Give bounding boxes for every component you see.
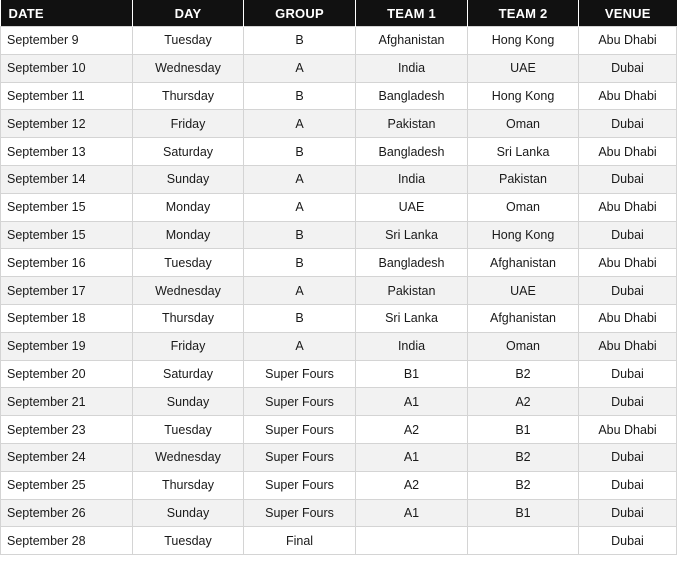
table-row xyxy=(1,443,677,471)
day-cell: Thursday xyxy=(133,471,244,499)
venue-cell: Abu Dhabi xyxy=(579,82,677,110)
group-cell: Super Fours xyxy=(244,443,356,471)
table-row xyxy=(1,27,677,55)
table-row xyxy=(1,82,677,110)
day-cell: Sunday xyxy=(133,388,244,416)
day-cell: Tuesday xyxy=(133,416,244,444)
venue-cell: Abu Dhabi xyxy=(579,416,677,444)
team-2-cell: B2 xyxy=(468,360,579,388)
day-cell: Friday xyxy=(133,110,244,138)
venue-cell: Dubai xyxy=(579,499,677,527)
header-team-1: TEAM 1 xyxy=(356,0,468,27)
team-2-cell: B2 xyxy=(468,471,579,499)
table-header xyxy=(1,0,677,27)
group-cell: A xyxy=(244,277,356,305)
table-row xyxy=(1,360,677,388)
venue-cell: Dubai xyxy=(579,443,677,471)
team-2-cell: Oman xyxy=(468,332,579,360)
group-cell: Super Fours xyxy=(244,416,356,444)
table-row xyxy=(1,332,677,360)
date-cell: September 21 xyxy=(1,388,133,416)
day-cell: Sunday xyxy=(133,499,244,527)
venue-cell: Dubai xyxy=(579,221,677,249)
day-cell: Thursday xyxy=(133,304,244,332)
group-cell: B xyxy=(244,249,356,277)
team-2-cell: B1 xyxy=(468,416,579,444)
date-cell: September 23 xyxy=(1,416,133,444)
team-1-cell: Pakistan xyxy=(356,277,468,305)
team-2-cell: B1 xyxy=(468,499,579,527)
group-cell: A xyxy=(244,110,356,138)
venue-cell: Dubai xyxy=(579,277,677,305)
team-1-cell: India xyxy=(356,54,468,82)
team-1-cell: Afghanistan xyxy=(356,27,468,55)
team-2-cell: Hong Kong xyxy=(468,221,579,249)
team-1-cell: Sri Lanka xyxy=(356,221,468,249)
date-cell: September 15 xyxy=(1,193,133,221)
venue-cell: Abu Dhabi xyxy=(579,332,677,360)
team-2-cell: Hong Kong xyxy=(468,27,579,55)
table-row xyxy=(1,193,677,221)
team-1-cell: A1 xyxy=(356,388,468,416)
day-cell: Saturday xyxy=(133,360,244,388)
team-1-cell: A1 xyxy=(356,499,468,527)
venue-cell: Abu Dhabi xyxy=(579,193,677,221)
team-2-cell: Oman xyxy=(468,110,579,138)
day-cell: Tuesday xyxy=(133,527,244,555)
date-cell: September 18 xyxy=(1,304,133,332)
team-1-cell: A1 xyxy=(356,443,468,471)
table-row xyxy=(1,527,677,555)
venue-cell: Dubai xyxy=(579,165,677,193)
table-row xyxy=(1,499,677,527)
team-1-cell: UAE xyxy=(356,193,468,221)
venue-cell: Abu Dhabi xyxy=(579,249,677,277)
venue-cell: Dubai xyxy=(579,388,677,416)
day-cell: Tuesday xyxy=(133,27,244,55)
group-cell: Super Fours xyxy=(244,388,356,416)
date-cell: September 24 xyxy=(1,443,133,471)
header-date: DATE xyxy=(1,0,133,27)
date-cell: September 28 xyxy=(1,527,133,555)
day-cell: Wednesday xyxy=(133,443,244,471)
team-2-cell: B2 xyxy=(468,443,579,471)
day-cell: Monday xyxy=(133,221,244,249)
group-cell: B xyxy=(244,304,356,332)
group-cell: A xyxy=(244,54,356,82)
team-1-cell: B1 xyxy=(356,360,468,388)
date-cell: September 14 xyxy=(1,165,133,193)
day-cell: Tuesday xyxy=(133,249,244,277)
day-cell: Sunday xyxy=(133,165,244,193)
table-row xyxy=(1,110,677,138)
group-cell: Final xyxy=(244,527,356,555)
team-1-cell: Bangladesh xyxy=(356,82,468,110)
group-cell: B xyxy=(244,82,356,110)
venue-cell: Dubai xyxy=(579,54,677,82)
team-2-cell: A2 xyxy=(468,388,579,416)
table-row xyxy=(1,277,677,305)
date-cell: September 9 xyxy=(1,27,133,55)
date-cell: September 16 xyxy=(1,249,133,277)
table-row xyxy=(1,54,677,82)
day-cell: Wednesday xyxy=(133,54,244,82)
day-cell: Thursday xyxy=(133,82,244,110)
team-1-cell: Bangladesh xyxy=(356,249,468,277)
day-cell: Saturday xyxy=(133,138,244,166)
group-cell: B xyxy=(244,27,356,55)
day-cell: Wednesday xyxy=(133,277,244,305)
date-cell: September 11 xyxy=(1,82,133,110)
header-row xyxy=(1,0,677,27)
date-cell: September 12 xyxy=(1,110,133,138)
group-cell: B xyxy=(244,138,356,166)
date-cell: September 26 xyxy=(1,499,133,527)
team-1-cell xyxy=(356,527,468,555)
team-2-cell: Afghanistan xyxy=(468,249,579,277)
team-2-cell: Afghanistan xyxy=(468,304,579,332)
date-cell: September 25 xyxy=(1,471,133,499)
team-2-cell: Oman xyxy=(468,193,579,221)
team-2-cell: Sri Lanka xyxy=(468,138,579,166)
table-row xyxy=(1,304,677,332)
date-cell: September 20 xyxy=(1,360,133,388)
table-row xyxy=(1,416,677,444)
date-cell: September 13 xyxy=(1,138,133,166)
team-2-cell: Pakistan xyxy=(468,165,579,193)
team-1-cell: Bangladesh xyxy=(356,138,468,166)
group-cell: A xyxy=(244,165,356,193)
date-cell: September 19 xyxy=(1,332,133,360)
group-cell: Super Fours xyxy=(244,471,356,499)
table-row xyxy=(1,249,677,277)
team-1-cell: India xyxy=(356,332,468,360)
table-row xyxy=(1,165,677,193)
venue-cell: Dubai xyxy=(579,360,677,388)
date-cell: September 15 xyxy=(1,221,133,249)
team-1-cell: Pakistan xyxy=(356,110,468,138)
venue-cell: Abu Dhabi xyxy=(579,138,677,166)
table-row xyxy=(1,221,677,249)
venue-cell: Abu Dhabi xyxy=(579,304,677,332)
group-cell: A xyxy=(244,193,356,221)
venue-cell: Dubai xyxy=(579,527,677,555)
group-cell: B xyxy=(244,221,356,249)
day-cell: Monday xyxy=(133,193,244,221)
team-1-cell: Sri Lanka xyxy=(356,304,468,332)
date-cell: September 10 xyxy=(1,54,133,82)
venue-cell: Abu Dhabi xyxy=(579,27,677,55)
header-team-2: TEAM 2 xyxy=(468,0,579,27)
group-cell: A xyxy=(244,332,356,360)
team-1-cell: A2 xyxy=(356,471,468,499)
day-cell: Friday xyxy=(133,332,244,360)
venue-cell: Dubai xyxy=(579,110,677,138)
team-2-cell: UAE xyxy=(468,54,579,82)
header-venue: VENUE xyxy=(579,0,677,27)
date-cell: September 17 xyxy=(1,277,133,305)
header-day: DAY xyxy=(133,0,244,27)
team-1-cell: India xyxy=(356,165,468,193)
table-row xyxy=(1,388,677,416)
group-cell: Super Fours xyxy=(244,360,356,388)
team-2-cell: Hong Kong xyxy=(468,82,579,110)
table-row xyxy=(1,471,677,499)
team-2-cell xyxy=(468,527,579,555)
group-cell: Super Fours xyxy=(244,499,356,527)
table-row xyxy=(1,138,677,166)
team-1-cell: A2 xyxy=(356,416,468,444)
header-group: GROUP xyxy=(244,0,356,27)
venue-cell: Dubai xyxy=(579,471,677,499)
table-body xyxy=(1,27,677,555)
team-2-cell: UAE xyxy=(468,277,579,305)
